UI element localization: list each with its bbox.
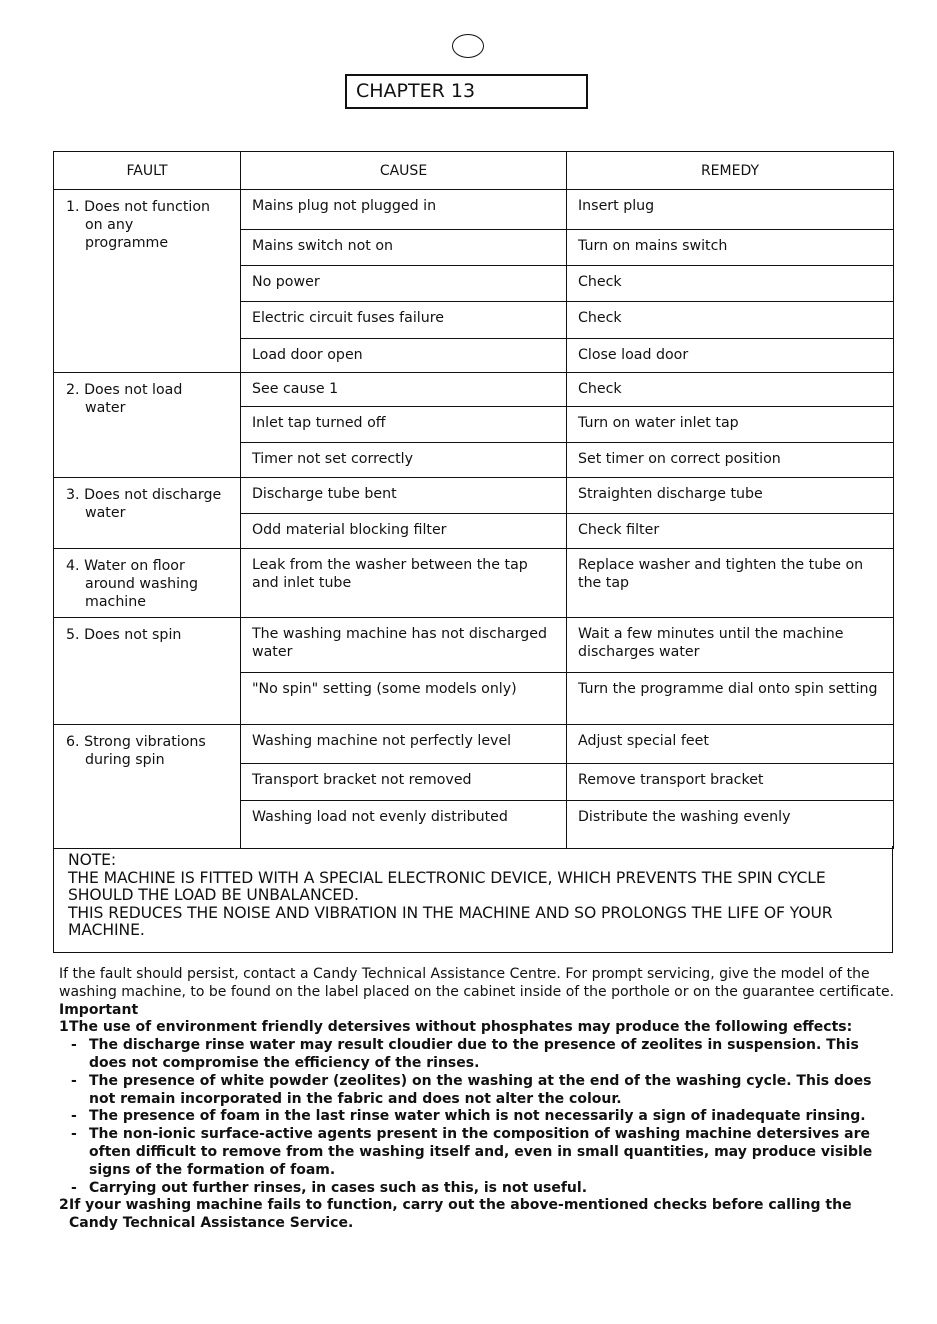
- point-2-number: 2: [59, 1197, 69, 1214]
- header-cause: CAUSE: [241, 152, 567, 190]
- fault-label-continued: during spin: [85, 752, 165, 768]
- list-item: [59, 1126, 899, 1179]
- important-heading: Important: [59, 1001, 139, 1018]
- fault-label-continued: machine: [85, 594, 146, 610]
- fault-label-continued: programme: [85, 235, 169, 251]
- cause-cell: Transport bracket not removed: [241, 764, 567, 801]
- list-item: [59, 1108, 899, 1126]
- fault-cell: [54, 725, 241, 849]
- fault-number: 3.: [66, 487, 80, 503]
- table-row: [54, 618, 894, 673]
- fault-label: Water on floor: [84, 558, 185, 574]
- fault-label-continued: around washing: [85, 576, 199, 592]
- list-item: [59, 1180, 899, 1198]
- fault-cell: [54, 478, 241, 549]
- cause-cell: Washing load not evenly distributed: [241, 801, 567, 849]
- footer-intro: If the fault should persist, contact a Candy Technical Assistance Centre. For prompt servicing, give the model of the washing machine, to be found on the label placed on the cabinet inside of the porthole or on the guarantee certificate.: [59, 966, 895, 1000]
- remedy-cell: Adjust special feet: [567, 725, 894, 764]
- remedy-cell: Distribute the washing evenly: [567, 801, 894, 849]
- list-item-text: The discharge rinse water may result cloudier due to the presence of zeolites in suspension. This does not compromise the efficiency of the rinses.: [89, 1037, 859, 1071]
- fault-number: 2.: [66, 382, 80, 398]
- header-remedy: REMEDY: [567, 152, 894, 190]
- cause-cell: Leak from the washer between the tap and inlet tube: [241, 549, 567, 618]
- table-row: [54, 549, 894, 618]
- list-item-text: Carrying out further rinses, in cases such as this, is not useful.: [89, 1179, 588, 1196]
- table-row: [54, 725, 894, 764]
- cause-cell: Mains switch not on: [241, 230, 567, 266]
- remedy-cell: Close load door: [567, 339, 894, 373]
- remedy-cell: Replace washer and tighten the tube on the tap: [567, 549, 894, 618]
- cause-cell: Discharge tube bent: [241, 478, 567, 514]
- footer-text: [59, 966, 899, 1233]
- fault-number: 1.: [66, 199, 80, 215]
- fault-number: 4.: [66, 558, 80, 574]
- remedy-cell: Check: [567, 266, 894, 302]
- cause-cell: Odd material blocking filter: [241, 514, 567, 549]
- cause-cell: Load door open: [241, 339, 567, 373]
- fault-number: 6.: [66, 734, 80, 750]
- remedy-cell: Check: [567, 302, 894, 339]
- fault-label: Does not function: [84, 199, 210, 215]
- note-box: [53, 846, 893, 953]
- fault-cell: [54, 618, 241, 725]
- table-row: [54, 373, 894, 407]
- remedy-cell: Remove transport bracket: [567, 764, 894, 801]
- fault-label: Does not discharge: [84, 487, 222, 503]
- fault-label: Strong vibrations: [84, 734, 206, 750]
- fault-label: Does not load: [84, 382, 183, 398]
- list-item-text: The presence of foam in the last rinse water which is not necessarily a sign of inadequate rinsing.: [89, 1108, 866, 1125]
- cause-cell: Inlet tap turned off: [241, 407, 567, 443]
- point-1: [59, 1019, 899, 1037]
- list-dash: -: [71, 1072, 77, 1089]
- fault-cell: [54, 549, 241, 618]
- note-line-1: THE MACHINE IS FITTED WITH A SPECIAL ELECTRONIC DEVICE, WHICH PREVENTS THE SPIN CYCLE SHOULD THE LOAD BE UNBALANCED.: [68, 868, 826, 905]
- list-dash: -: [71, 1126, 77, 1143]
- list-dash: -: [71, 1179, 77, 1196]
- list-item-text: The presence of white powder (zeolites) on the washing at the end of the washing cycle. This does not remain incorporated in the fabric and does not alter the colour.: [89, 1072, 872, 1107]
- point-2-text: If your washing machine fails to function, carry out the above-mentioned checks before calling the Candy Technical Assistance Service.: [69, 1197, 852, 1232]
- list-item: [59, 1073, 899, 1109]
- troubleshooting-table: [53, 151, 894, 849]
- list-item-text: The non-ionic surface-active agents present in the composition of washing machine detersives are often difficult to remove from the washing itself and, even in small quantities, may produce visible signs of the formation of foam.: [89, 1126, 873, 1178]
- table-header-row: [54, 152, 894, 190]
- cause-cell: No power: [241, 266, 567, 302]
- cause-cell: Timer not set correctly: [241, 443, 567, 478]
- remedy-cell: Turn on water inlet tap: [567, 407, 894, 443]
- point-1-number: 1: [59, 1019, 69, 1036]
- remedy-cell: Set timer on correct position: [567, 443, 894, 478]
- fault-cell: [54, 190, 241, 373]
- fault-cell: [54, 373, 241, 478]
- cause-cell: See cause 1: [241, 373, 567, 407]
- language-badge: [452, 34, 484, 58]
- point-2: [59, 1197, 899, 1233]
- fault-label-continued: water: [85, 505, 126, 521]
- remedy-cell: Check: [567, 373, 894, 407]
- list-dash: -: [71, 1037, 77, 1054]
- remedy-cell: Straighten discharge tube: [567, 478, 894, 514]
- fault-label: Does not spin: [84, 627, 182, 643]
- cause-cell: The washing machine has not discharged water: [241, 618, 567, 673]
- chapter-title: CHAPTER 13: [345, 74, 588, 109]
- cause-cell: Mains plug not plugged in: [241, 190, 567, 230]
- remedy-cell: Insert plug: [567, 190, 894, 230]
- list-dash: -: [71, 1108, 77, 1125]
- fault-label-continued: on any: [85, 217, 134, 233]
- fault-number: 5.: [66, 627, 80, 643]
- note-label: NOTE:: [68, 851, 117, 869]
- header-fault: FAULT: [54, 152, 241, 190]
- table-row: [54, 190, 894, 230]
- table-row: [54, 478, 894, 514]
- remedy-cell: Turn the programme dial onto spin setting: [567, 673, 894, 725]
- remedy-cell: Wait a few minutes until the machine discharges water: [567, 618, 894, 673]
- effects-list: [59, 1037, 899, 1197]
- cause-cell: Electric circuit fuses failure: [241, 302, 567, 339]
- note-line-2: THIS REDUCES THE NOISE AND VIBRATION IN THE MACHINE AND SO PROLONGS THE LIFE OF YOUR MACHINE.: [68, 903, 833, 940]
- remedy-cell: Turn on mains switch: [567, 230, 894, 266]
- remedy-cell: Check filter: [567, 514, 894, 549]
- cause-cell: Washing machine not perfectly level: [241, 725, 567, 764]
- point-1-text: The use of environment friendly detersives without phosphates may produce the following effects:: [69, 1019, 853, 1036]
- cause-cell: "No spin" setting (some models only): [241, 673, 567, 725]
- list-item: [59, 1037, 899, 1073]
- fault-label-continued: water: [85, 400, 126, 416]
